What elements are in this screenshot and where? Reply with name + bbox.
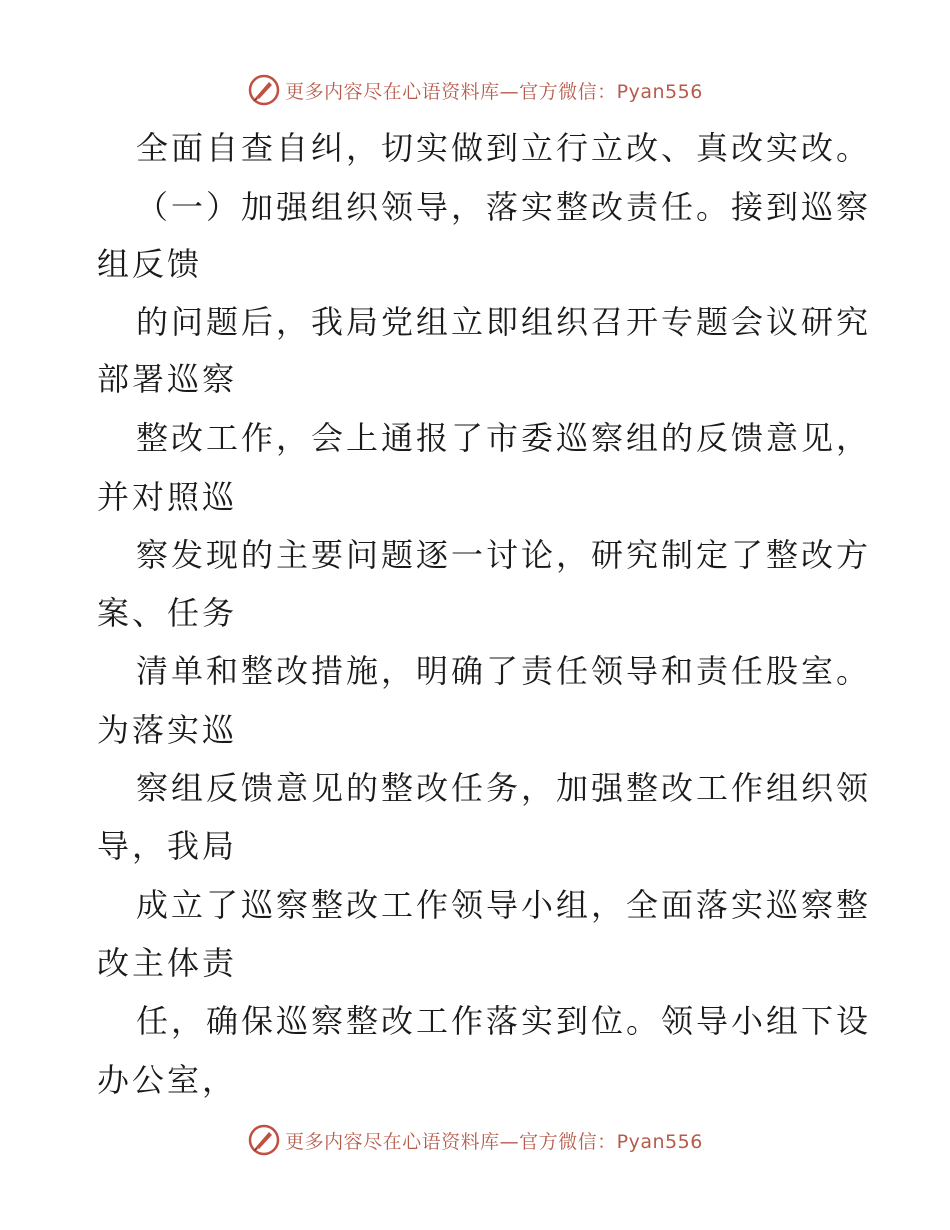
text-line: 察发现的主要问题逐一讨论，研究制定了整改方: [136, 536, 872, 574]
text-line: 清单和整改措施，明确了责任领导和责任股室。: [136, 652, 872, 690]
text-line: 办公室，: [97, 1061, 238, 1099]
text-line: 任，确保巡察整改工作落实到位。领导小组下设: [136, 1002, 872, 1040]
text-line: 全面自查自纠，切实做到立行立改、真改实改。: [136, 129, 872, 167]
text-line: 部署巡察: [97, 360, 238, 398]
header-watermark: [0, 70, 950, 110]
text-line: 案、任务: [97, 594, 238, 632]
watermark-text: 更多内容尽在心语资料库—官方微信：Pyan556: [285, 1130, 703, 1153]
footer-watermark: [0, 1120, 950, 1160]
quill-pen-logo-icon: [247, 1123, 281, 1157]
watermark-text: 更多内容尽在心语资料库—官方微信：Pyan556: [285, 80, 703, 103]
text-line: 成立了巡察整改工作领导小组，全面落实巡察整: [136, 886, 872, 924]
text-line: 整改工作，会上通报了市委巡察组的反馈意见，: [136, 419, 872, 457]
text-line: 并对照巡: [97, 478, 238, 516]
text-line: 组反馈: [97, 245, 203, 283]
text-line: 的问题后，我局党组立即组织召开专题会议研究: [136, 303, 872, 341]
text-line: 察组反馈意见的整改任务，加强整改工作组织领: [136, 769, 872, 807]
text-line: （一）加强组织领导，落实整改责任。接到巡察: [136, 188, 872, 226]
text-line: 改主体责: [97, 944, 238, 982]
text-line: 为落实巡: [97, 711, 238, 749]
text-line: 导，我局: [97, 827, 238, 865]
quill-pen-logo-icon: [247, 73, 281, 107]
